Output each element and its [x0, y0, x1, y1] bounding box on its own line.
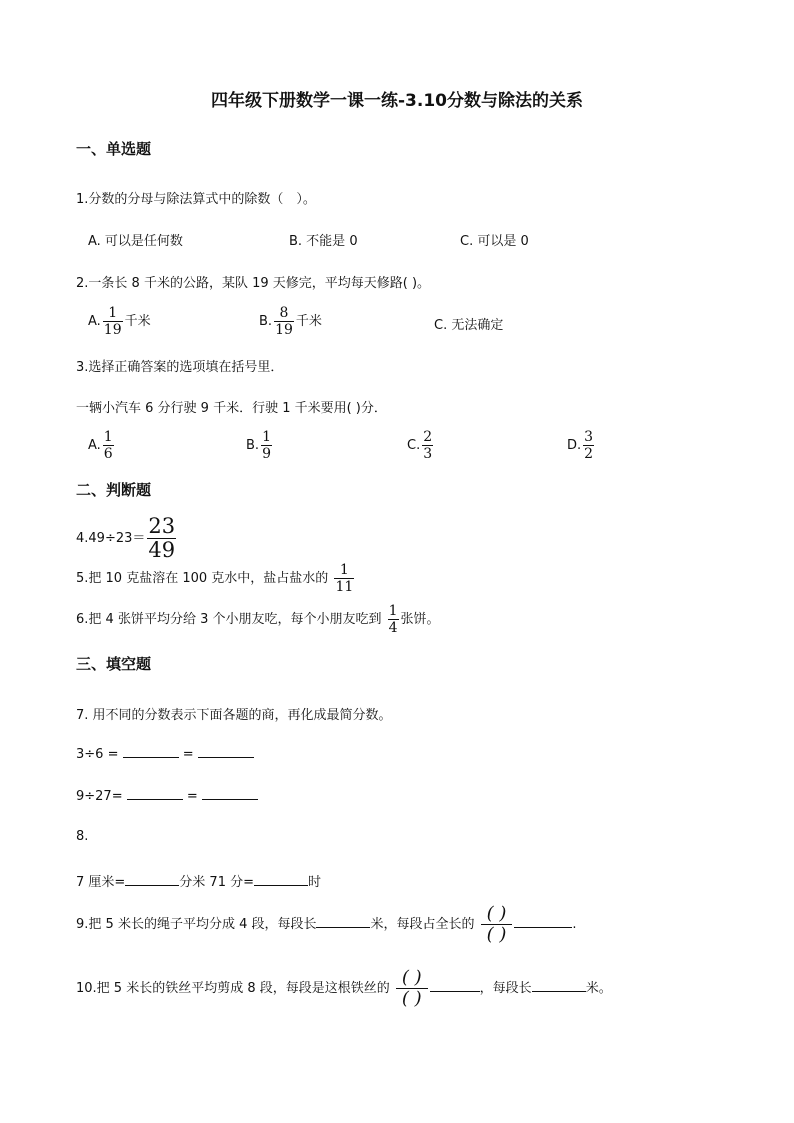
fraction-denominator: 9	[262, 446, 271, 462]
q3-option-c-fraction	[422, 430, 433, 461]
fraction-denominator: 6	[103, 446, 113, 462]
q3-option-a-fraction	[103, 430, 114, 461]
question-6-suffix: 张饼。	[400, 612, 440, 627]
fraction-denominator: 19	[103, 322, 122, 338]
question-10-part-3: 米。	[585, 981, 612, 996]
answer-blank[interactable]	[532, 980, 586, 992]
answer-blank[interactable]	[514, 916, 572, 928]
question-10-fraction-blank[interactable]	[396, 969, 428, 1008]
q3-option-c-label: C.	[407, 438, 421, 453]
q3-option-a	[88, 430, 116, 461]
equals-sign: =	[186, 789, 198, 804]
answer-blank[interactable]	[316, 916, 370, 928]
question-7-line-1-expr: 3÷6 =	[76, 747, 119, 762]
section-heading-single-choice: 一、单选题	[76, 140, 152, 158]
question-7-line-1	[76, 746, 254, 762]
question-6-fraction	[388, 604, 399, 635]
question-9-part-2: 米，每段占全长的	[370, 917, 475, 932]
fraction-numerator: 8	[279, 305, 289, 321]
fraction-numerator-blank[interactable]: ( )	[486, 903, 507, 924]
q2-option-a-fraction	[103, 306, 123, 337]
question-8: 8.	[76, 829, 89, 844]
fraction-numerator: 1	[339, 562, 349, 578]
q3-option-b-fraction	[261, 430, 272, 461]
fraction-denominator: 49	[148, 538, 176, 562]
question-4	[76, 516, 178, 561]
answer-blank[interactable]	[123, 746, 179, 758]
answer-blank[interactable]	[198, 746, 254, 758]
answer-blank[interactable]	[202, 788, 258, 800]
equals-sign: =	[182, 747, 194, 762]
question-3-stem: 一辆小汽车 6 分行驶 9 千米．行驶 1 千米要用( )分．	[76, 401, 387, 416]
question-7-line-2-expr: 9÷27=	[76, 789, 123, 804]
fraction-numerator: 1	[262, 429, 271, 445]
question-7: 7. 用不同的分数表示下面各题的商，再化成最简分数。	[76, 708, 392, 723]
question-6-text: 6.把 4 张饼平均分给 3 个小朋友吃，每个小朋友吃到	[76, 612, 382, 627]
q2-option-a-label: A.	[88, 314, 101, 329]
question-6	[76, 604, 440, 635]
q3-option-d-fraction	[583, 430, 594, 461]
question-10	[76, 969, 612, 1008]
fraction-denominator-blank[interactable]: ( )	[401, 988, 422, 1009]
fraction-numerator: 3	[584, 429, 594, 445]
page-title: 四年级下册数学一课一练-3.10分数与除法的关系	[211, 91, 583, 111]
fraction-denominator: 11	[335, 579, 354, 595]
q2-option-c: C. 无法确定	[434, 318, 504, 333]
answer-blank[interactable]	[430, 980, 480, 992]
q1-option-b: B. 不能是 0	[289, 234, 358, 249]
question-9-part-1: 9.把 5 米长的绳子平均分成 4 段，每段长	[76, 917, 317, 932]
section-heading-fill-in: 三、填空题	[76, 655, 152, 673]
section-heading-true-false: 二、判断题	[76, 481, 152, 499]
question-8-part-2: 分米 71 分=	[179, 875, 254, 890]
fraction-denominator: 2	[584, 446, 594, 462]
q3-option-c	[407, 430, 435, 461]
q2-option-b	[259, 306, 322, 337]
fraction-denominator: 4	[388, 620, 398, 636]
q1-option-c: C. 可以是 0	[460, 234, 529, 249]
question-7-line-2	[76, 788, 258, 804]
q3-option-b	[246, 430, 274, 461]
q3-option-d	[567, 430, 596, 461]
q2-option-b-fraction	[274, 306, 294, 337]
question-10-part-2: ，每段长	[479, 981, 532, 996]
fraction-denominator: 19	[275, 322, 293, 338]
q3-option-d-label: D.	[567, 438, 582, 453]
q3-option-b-label: B.	[246, 438, 260, 453]
fraction-numerator: 1	[388, 603, 398, 619]
fraction-denominator-blank[interactable]: ( )	[486, 924, 507, 945]
question-5	[76, 563, 356, 594]
fraction-numerator: 1	[108, 305, 118, 321]
q2-option-b-unit: 千米	[295, 314, 322, 329]
fraction-numerator: 2	[423, 429, 433, 445]
question-9-fraction-blank[interactable]	[481, 905, 513, 944]
q3-option-a-label: A.	[88, 438, 101, 453]
answer-blank[interactable]	[125, 874, 179, 886]
answer-blank[interactable]	[127, 788, 183, 800]
question-9	[76, 905, 577, 944]
question-5-fraction	[334, 563, 354, 594]
question-8-part-3: 时	[308, 875, 322, 890]
question-1: 1.分数的分母与除法算式中的除数（ ）。	[76, 192, 316, 207]
question-10-part-1: 10.把 5 米长的铁丝平均剪成 8 段，每段是这根铁丝的	[76, 981, 390, 996]
q2-option-a	[88, 306, 151, 337]
question-8-part-1: 7 厘米=	[76, 875, 126, 890]
q2-option-a-unit: 千米	[124, 314, 151, 329]
question-3: 3.选择正确答案的选项填在括号里．	[76, 360, 284, 375]
question-9-part-3: .	[572, 917, 577, 932]
fraction-numerator: 23	[148, 514, 176, 538]
question-4-text: 4.49÷23＝	[76, 531, 146, 546]
fraction-numerator: 1	[103, 429, 113, 445]
q2-option-b-label: B.	[259, 314, 273, 329]
question-5-text: 5.把 10 克盐溶在 100 克水中，盐占盐水的	[76, 571, 329, 586]
question-8-line	[76, 871, 321, 890]
question-4-fraction	[147, 516, 176, 561]
fraction-numerator-blank[interactable]: ( )	[401, 967, 422, 988]
q1-option-a: A. 可以是任何数	[88, 234, 183, 249]
answer-blank[interactable]	[254, 874, 308, 886]
question-2: 2.一条长 8 千米的公路，某队 19 天修完，平均每天修路( )。	[76, 276, 431, 291]
fraction-denominator: 3	[423, 446, 433, 462]
